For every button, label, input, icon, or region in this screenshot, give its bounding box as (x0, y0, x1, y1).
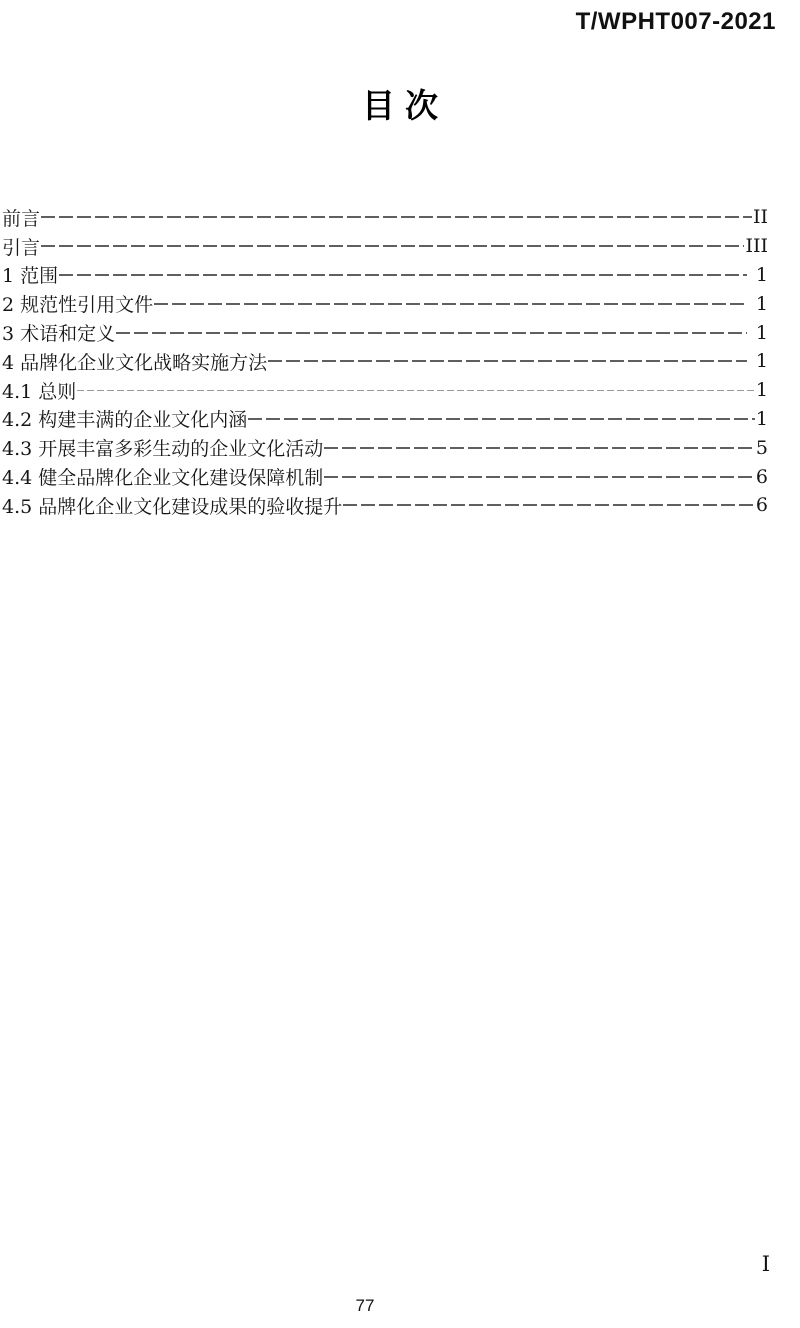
toc-leader-dashes (343, 504, 755, 506)
toc-entry (2, 405, 768, 434)
page-title: 目次 (362, 86, 448, 125)
toc-entry-page: 1 (755, 407, 768, 430)
toc-entry (2, 491, 768, 520)
toc-entry-page: 1 (755, 292, 768, 315)
toc-entry (2, 318, 768, 347)
toc-leader-dashes (77, 390, 755, 391)
toc-entry-page: II (752, 206, 768, 229)
toc-entry-label: 引言 (2, 236, 41, 259)
toc-leader-dashes (154, 303, 747, 305)
toc-entry-page: 5 (755, 436, 768, 459)
toc-entry (2, 232, 768, 261)
toc-entry-label: 4.2 构建丰满的企业文化内涵 (2, 409, 248, 432)
toc-leader-dashes (59, 274, 747, 276)
toc-entry-page: III (745, 235, 768, 258)
toc-leader-dashes (41, 216, 752, 218)
toc-entry-page: 6 (755, 494, 768, 517)
toc-entry-page: 1 (755, 350, 768, 373)
toc-leader-dashes (248, 418, 755, 420)
toc-entry (2, 261, 768, 290)
toc-leader-dashes (268, 360, 747, 362)
toc-leader-dashes (41, 245, 744, 247)
toc-entry-page: 1 (755, 379, 768, 402)
toc-entry-label: 4.1 总则 (2, 380, 77, 403)
toc-entry-label: 1 范围 (2, 265, 59, 288)
toc-entry (2, 462, 768, 491)
toc-entry-label: 4.3 开展丰富多彩生动的企业文化活动 (2, 438, 324, 461)
footer-roman-numeral: I (761, 1252, 770, 1276)
toc-entry-page: 1 (755, 263, 768, 286)
toc-entry-label: 4.4 健全品牌化企业文化建设保障机制 (2, 467, 324, 490)
toc-leader-dashes (324, 447, 755, 449)
toc-leader-dashes (324, 476, 755, 478)
toc-entry (2, 433, 768, 462)
toc-entry-label: 4.5 品牌化企业文化建设成果的验收提升 (2, 495, 343, 518)
toc-entry (2, 347, 768, 376)
toc-entry (2, 289, 768, 318)
toc-entry-label: 前言 (2, 207, 41, 230)
toc-entry-label: 4 品牌化企业文化战略实施方法 (2, 351, 268, 374)
toc-entry-label: 2 规范性引用文件 (2, 294, 154, 317)
document-code: T/WPHT007-2021 (575, 8, 776, 35)
toc-entry-label: 3 术语和定义 (2, 323, 116, 346)
toc-leader-dashes (116, 332, 747, 334)
toc-entry-page: 6 (755, 465, 768, 488)
toc-entry-page: 1 (755, 321, 768, 344)
toc-entry (2, 376, 768, 405)
toc-list (0, 203, 800, 520)
footer-page-number: 77 (355, 1296, 375, 1315)
toc-entry (2, 203, 768, 232)
